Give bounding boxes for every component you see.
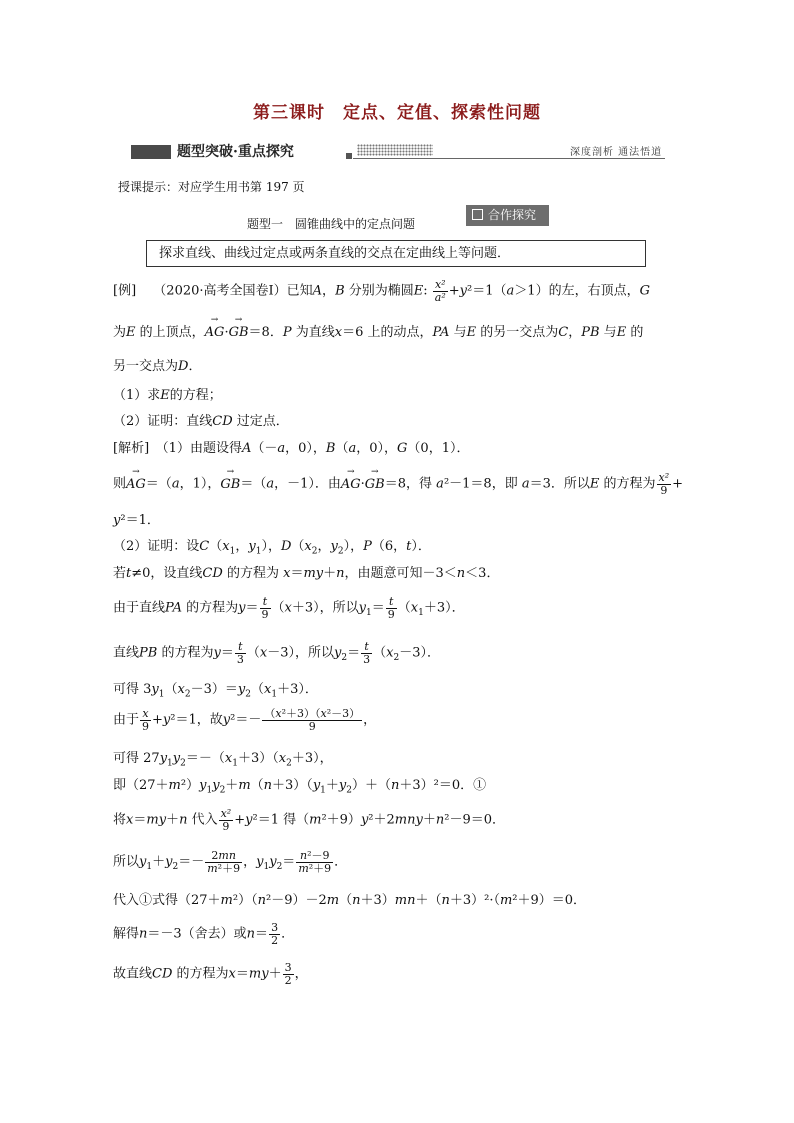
solution-line-12: 将x＝my＋n 代入 $\frac{\text{x²}}{9}$ +y²＝1 得（m²＋9）y²＋2mny＋n²－9＝0． <box>113 807 505 833</box>
puzzle-icon <box>472 209 483 220</box>
solution-line-2: 则→ AG＝（a，1），→ GB＝（a，－1）．由→ AG·→ GB＝8，得 a²－1＝8，即 a＝3．所以E 的方程为 $\frac{\text{x²}}{9}$ + <box>113 472 683 496</box>
teaching-hint: 授课提示：对应学生用书第 197 页 <box>118 180 305 194</box>
summary-box: 探求直线、曲线过定点或两条直线的交点在定曲线上等问题． <box>146 240 646 267</box>
cooperative-badge <box>466 205 549 226</box>
type-title: 题型一 圆锥曲线中的定点问题 <box>247 217 416 231</box>
solution-line-13: 所以$y_1+y_2=-$ $\frac{2mn}{\text{m²＋9}}$ ，$y_1y_2=$ $\frac{\text{n²－9}}{\text{m²＋9}}$ ． <box>113 849 348 875</box>
question-1: （1）求E的方程； <box>113 388 222 403</box>
solution-line-10: 可得 $27y_1y_2=-(x_1+3)(x_2+3)$， <box>113 751 333 769</box>
question-2: （2）证明：直线CD 过定点． <box>113 414 289 429</box>
solution-line-9: 由于 $\frac{x}{9}$ +y²＝1，故y²＝－ $\frac{\text{（x²＋3）（x²－3）}}{9}$ ， <box>113 707 377 733</box>
example-line-2: 为E 的上顶点，→ AG·→ GB＝8．P 为直线x＝6 上的动点，PA 与E 的另一交点为C，PB 与E 的 <box>113 321 643 340</box>
banner-bar <box>131 145 171 159</box>
solution-line-8: 可得 $3y_1(x_2-3)=y_2(x_1+3)$． <box>113 682 318 700</box>
section-banner-label: 题型突破·重点探究 <box>177 144 294 160</box>
banner-dots <box>357 144 433 156</box>
example-line-1: [例] （2020·高考全国卷Ⅰ）已知A，B 分别为椭圆E: $\frac{\text{x²}}{\text{a²}}$ +y²＝1（a＞1）的左，右顶点，G <box>113 278 650 304</box>
banner-square <box>346 153 352 159</box>
solution-line-7: 直线PB 的方程为y＝ $\frac{t}{3}$ （x－3），所以$y_2=$ $\frac{t}{3}$ $(x_2-3)$． <box>113 640 440 666</box>
solution-line-15: 解得n＝－3（舍去）或n＝ $\frac{3}{2}$ ． <box>113 921 295 947</box>
solution-line-3: y²＝1． <box>113 513 160 528</box>
solution-line-5: 若t≠0，设直线CD 的方程为 x＝my＋n，由题意可知－3＜n＜3． <box>113 566 500 581</box>
solution-line-11: 即$(27+m^2)y_1y_2+m(n+3)(y_1+y_2)+(n+3)^2=0$．① <box>113 778 487 796</box>
banner-right-label: 深度剖析 通法悟道 <box>570 147 663 158</box>
solution-line-6: 由于直线PA 的方程为y＝ $\frac{t}{9}$ （x＋3），所以$y_1=$ $\frac{t}{9}$ $(x_1+3)$． <box>113 595 465 621</box>
solution-line-14: 代入①式得（27＋m²）（n²－9）－2m（n＋3）mn＋（n＋3）²·（m²＋9）＝0． <box>113 893 587 908</box>
example-line-3: 另一交点为D． <box>113 359 202 374</box>
badge-label: 合作探究 <box>488 208 537 222</box>
banner-rule <box>353 158 665 159</box>
solution-line-16: 故直线CD 的方程为x＝my＋ $\frac{3}{2}$ ， <box>113 961 308 987</box>
solution-line-1: [解析] （1）由题设得A（－a，0），B（a，0），G（0，1）． <box>113 441 470 456</box>
solution-line-4: （2）证明：设$C(x_1$，$y_1$），$D(x_2$，$y_2$），P（6，t）． <box>113 539 431 557</box>
page-title: 第三课时 定点、定值、探索性问题 <box>253 103 541 123</box>
